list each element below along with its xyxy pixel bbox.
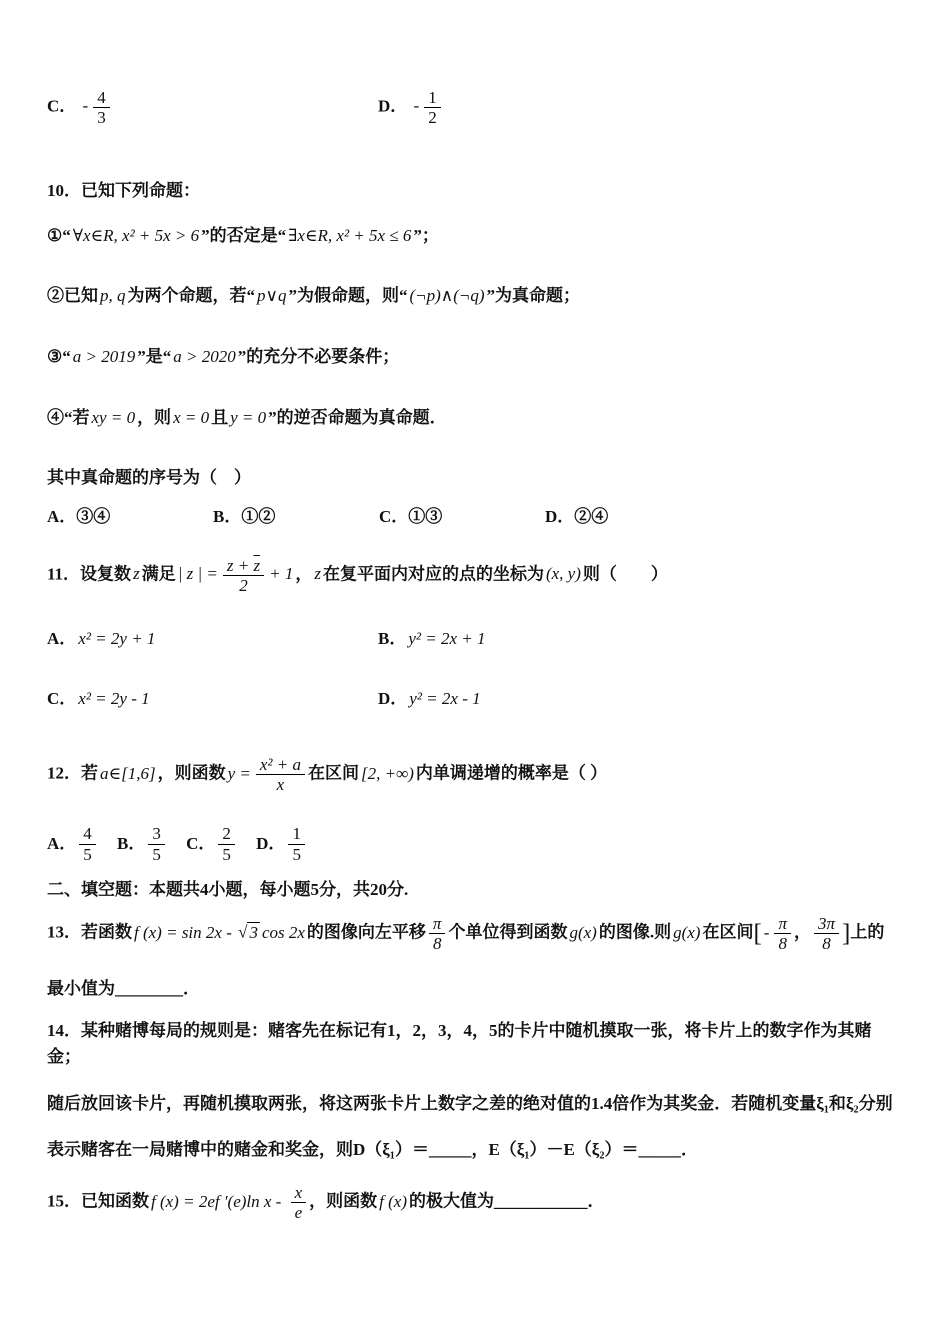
text: 个单位得到函数 xyxy=(448,922,568,942)
fraction-numerator: 3π xyxy=(814,914,839,934)
minus-sign: - xyxy=(763,922,770,942)
option-d xyxy=(378,687,483,712)
formula: g(x) xyxy=(673,922,701,942)
sqrt-argument: 3 xyxy=(249,922,258,942)
formula: y² = 2x - 1 xyxy=(409,688,481,708)
fraction xyxy=(79,824,96,863)
fraction-denominator: 8 xyxy=(822,934,831,954)
question-10-item-2 xyxy=(47,284,905,309)
text: 内单调递增的概率是（ ） xyxy=(415,763,608,783)
text: 则（ ） xyxy=(582,563,668,583)
fraction xyxy=(429,914,446,953)
question-10-ask xyxy=(47,466,905,491)
question-10-item-4 xyxy=(47,406,905,431)
question-14-line-3 xyxy=(47,1137,905,1163)
formula: p∨q xyxy=(257,286,287,306)
text: 15．已知函数 xyxy=(47,1191,149,1211)
option-d-label: D． xyxy=(256,833,286,853)
option-a-label: A． xyxy=(47,833,77,853)
text: ”的否定是“ xyxy=(201,225,287,245)
fraction-denominator: 8 xyxy=(432,934,442,954)
option-d-label: D． xyxy=(378,96,408,116)
fraction-denominator: x xyxy=(276,775,285,795)
fraction-denominator: 5 xyxy=(83,844,92,864)
minus-sign: - xyxy=(413,96,420,116)
formula: f (x) = 2ef ′(e)ln x - xyxy=(151,1191,286,1211)
option-c xyxy=(186,824,238,863)
fraction-numerator xyxy=(223,556,264,576)
fraction xyxy=(148,824,165,863)
fraction-denominator: 8 xyxy=(778,934,787,954)
formula: [2, +∞) xyxy=(360,763,414,783)
formula: y = xyxy=(227,763,251,783)
question-11-stem xyxy=(47,556,905,595)
fraction-denominator: 5 xyxy=(292,844,301,864)
left-bracket: [ xyxy=(753,920,762,948)
formula: p, q xyxy=(100,286,126,306)
text: 二、填空题：本题共4小题，每小题5分，共20分. xyxy=(47,879,409,899)
text: 满足 xyxy=(141,563,176,583)
text: ③“ xyxy=(47,346,71,366)
fraction-numerator: π xyxy=(774,914,791,934)
sqrt-symbol: √ xyxy=(238,922,248,942)
text: ”的逆否命题为真命题． xyxy=(268,407,447,427)
formula: ∃x∈R, x² + 5x ≤ 6 xyxy=(288,225,412,245)
question-15-stem xyxy=(47,1183,905,1222)
question-9-options-row xyxy=(47,88,905,127)
text: 13．若函数 xyxy=(47,922,132,942)
fraction-denominator: 2 xyxy=(239,575,248,595)
fraction xyxy=(256,755,305,794)
formula: a > 2020 xyxy=(173,346,236,366)
text: ②已知 xyxy=(47,286,98,306)
option-a xyxy=(47,824,99,863)
option-b-label: B． xyxy=(378,629,407,649)
question-14-line-2 xyxy=(47,1091,905,1117)
question-12-stem xyxy=(47,755,905,794)
option-d xyxy=(256,824,308,863)
text: 在区间 xyxy=(702,922,754,942)
formula: y² = 2x + 1 xyxy=(408,629,486,649)
fraction-numerator: x xyxy=(291,1183,307,1203)
option-b-label: B． xyxy=(117,833,146,853)
text: 11．设复数 xyxy=(47,563,132,583)
text: ①“ xyxy=(47,225,71,245)
question-13-stem xyxy=(47,914,905,953)
formula: z + xyxy=(226,555,254,575)
text: 最小值为________． xyxy=(47,979,200,999)
text: 表示赌客在一局赌博中的赌金和奖金，则D（ξ₁）＝_____，E（ξ₁）－E（ξ₂）＝_____． xyxy=(47,1139,698,1159)
fraction xyxy=(814,914,839,953)
text: 的图像.则 xyxy=(598,922,672,942)
option-c-label: C． xyxy=(47,688,77,708)
formula: (¬p)∧(¬q) xyxy=(409,286,485,306)
text: 其中真命题的序号为（ ） xyxy=(47,468,251,488)
option-a xyxy=(47,627,378,652)
text: 在复平面内对应的点的坐标为 xyxy=(322,563,544,583)
option-d: D．②④ xyxy=(545,506,609,526)
formula: y = 0 xyxy=(230,407,267,427)
formula: cos 2x xyxy=(261,922,305,942)
text: 12．若 xyxy=(47,763,98,783)
text: ，则 xyxy=(137,407,172,427)
fraction-numerator: π xyxy=(429,914,446,934)
fraction-denominator: e xyxy=(294,1203,303,1223)
fraction-denominator: 3 xyxy=(97,108,106,128)
option-a-label: A． xyxy=(47,629,77,649)
fraction-numerator: x² + a xyxy=(256,755,305,775)
text: ④“若 xyxy=(47,407,90,427)
text: 且 xyxy=(211,407,229,427)
option-b xyxy=(378,627,487,652)
fraction-numerator: 1 xyxy=(288,824,305,844)
text: ”的充分不必要条件； xyxy=(237,346,400,366)
formula: a∈[1,6] xyxy=(100,763,156,783)
option-c-label: C． xyxy=(47,96,77,116)
option-a: A．③④ xyxy=(47,506,111,526)
option-d xyxy=(378,88,444,127)
question-13-blank-line xyxy=(47,977,905,1002)
text: ”为假命题，则“ xyxy=(288,286,408,306)
text: 10．已知下列命题： xyxy=(47,181,200,201)
text: 14．某种赌博每局的规则是：赌客先在标记有1，2，3，4，5的卡片中随机摸取一张，将卡片上的数字作为其赌金； xyxy=(47,1020,872,1067)
text: ”是“ xyxy=(137,346,172,366)
question-10-options-row xyxy=(47,505,905,530)
sqrt-radical xyxy=(238,922,260,942)
formula: (x, y) xyxy=(545,563,581,583)
option-c xyxy=(47,687,378,712)
formula: | z | = xyxy=(177,563,218,583)
text: 的极大值为___________． xyxy=(409,1191,605,1211)
fraction xyxy=(424,88,441,127)
formula: + 1 xyxy=(269,563,294,583)
fraction xyxy=(223,556,264,595)
text: ，则函数 xyxy=(309,1191,378,1211)
text: 在区间 xyxy=(307,763,359,783)
minus-sign: - xyxy=(82,96,89,116)
question-10-stem xyxy=(47,179,905,204)
formula: g(x) xyxy=(569,922,597,942)
question-11-options-ab xyxy=(47,627,905,652)
text: 上的 xyxy=(850,922,885,942)
text: ”为真命题； xyxy=(486,286,580,306)
option-c xyxy=(47,88,378,127)
option-d-label: D． xyxy=(378,688,408,708)
fraction xyxy=(291,1183,307,1222)
option-b: B．①② xyxy=(213,506,276,526)
text: 随后放回该卡片，再随机摸取两张，将这两张卡片上数字之差的绝对值的1.4倍作为其奖金．若随机变量ξ₁和ξ₂分别 xyxy=(47,1093,893,1113)
formula: x = 0 xyxy=(173,407,210,427)
formula: xy = 0 xyxy=(91,407,136,427)
fraction-denominator: 5 xyxy=(152,844,161,864)
formula: z xyxy=(133,563,140,583)
question-12-options-row xyxy=(47,824,905,863)
fraction-numerator: 1 xyxy=(424,88,441,108)
fraction-numerator: 4 xyxy=(79,824,96,844)
comma: ， xyxy=(793,922,811,942)
text: ，则函数 xyxy=(157,763,226,783)
fraction-numerator: 4 xyxy=(93,88,110,108)
option-c: C．①③ xyxy=(379,506,443,526)
formula: x² = 2y + 1 xyxy=(78,629,156,649)
formula: ∀x∈R, x² + 5x > 6 xyxy=(72,225,200,245)
formula: a > 2019 xyxy=(72,346,136,366)
text: 的图像向左平移 xyxy=(306,922,426,942)
z-conjugate: $\overline{z}$ xyxy=(253,555,261,575)
fraction xyxy=(288,824,305,863)
fraction xyxy=(218,824,235,863)
right-bracket: ] xyxy=(842,920,851,948)
formula: z xyxy=(314,563,321,583)
fraction-denominator: 2 xyxy=(428,108,437,128)
question-10-item-1 xyxy=(47,224,905,249)
fraction-numerator: 3 xyxy=(148,824,165,844)
fraction xyxy=(93,88,110,127)
fraction-numerator: 2 xyxy=(218,824,235,844)
text: 为两个命题，若“ xyxy=(127,286,255,306)
option-c-label: C． xyxy=(186,833,216,853)
question-11-options-cd xyxy=(47,686,905,711)
fraction-denominator: 5 xyxy=(222,844,231,864)
formula: f (x) = sin 2x - xyxy=(134,922,237,942)
section-2-header xyxy=(47,878,905,903)
option-b xyxy=(117,824,168,863)
formula: x² = 2y - 1 xyxy=(78,688,150,708)
formula: f (x) xyxy=(379,1191,407,1211)
question-14-line-1 xyxy=(47,1018,905,1071)
text: ， xyxy=(295,563,313,583)
fraction xyxy=(774,914,791,953)
question-10-item-3 xyxy=(47,345,905,370)
text: ”； xyxy=(413,225,439,245)
